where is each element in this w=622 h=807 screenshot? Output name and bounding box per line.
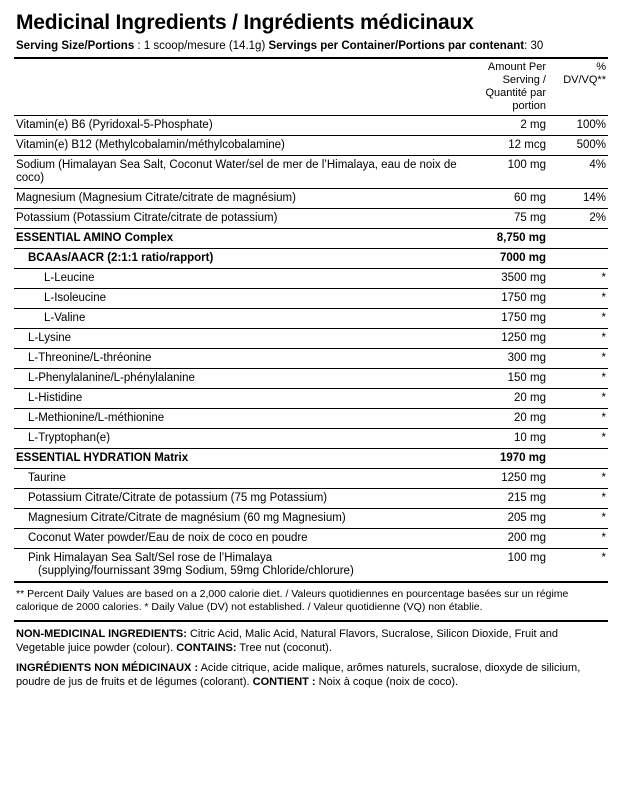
row-dv: * <box>552 549 608 583</box>
row-name: L-Leucine <box>14 269 466 289</box>
table-subsection-row <box>14 249 608 269</box>
row-amount: 205 mg <box>466 509 552 529</box>
table-row <box>14 116 608 136</box>
table-row <box>14 469 608 489</box>
row-amount: 1250 mg <box>466 329 552 349</box>
servings-per-container-label: Servings per Container/Portions par contenant <box>268 40 525 52</box>
row-dv: 4% <box>552 156 608 189</box>
row-name: ESSENTIAL HYDRATION Matrix <box>14 449 466 469</box>
row-dv: * <box>552 269 608 289</box>
row-name: Vitamin(e) B12 (Methylcobalamin/méthylcobalamine) <box>14 136 466 156</box>
serving-size-value: : 1 scoop/mesure (14.1g) <box>134 40 269 52</box>
row-name: Sodium (Himalayan Sea Salt, Coconut Water/sel de mer de l’Himalaya, eau de noix de coco) <box>14 156 466 189</box>
row-name: Potassium (Potassium Citrate/citrate de potassium) <box>14 209 466 229</box>
row-amount: 2 mg <box>466 116 552 136</box>
table-row <box>14 529 608 549</box>
row-name: L-Tryptophan(e) <box>14 429 466 449</box>
row-dv <box>552 449 608 469</box>
row-amount: 200 mg <box>466 529 552 549</box>
row-name: L-Valine <box>14 309 466 329</box>
row-dv: * <box>552 409 608 429</box>
row-name-secondary: (supplying/fournissant 39mg Sodium, 59mg Chloride/chlorure) <box>38 565 354 577</box>
nutrition-table-body <box>14 58 608 582</box>
table-section-row <box>14 449 608 469</box>
row-amount: 1750 mg <box>466 289 552 309</box>
table-row <box>14 309 608 329</box>
row-dv: * <box>552 289 608 309</box>
table-row <box>14 509 608 529</box>
serving-size-label: Serving Size/Portions <box>16 40 135 52</box>
row-dv: * <box>552 329 608 349</box>
row-amount: 10 mg <box>466 429 552 449</box>
row-dv: 100% <box>552 116 608 136</box>
row-name: Magnesium (Magnesium Citrate/citrate de magnésium) <box>14 189 466 209</box>
row-amount: 100 mg <box>466 156 552 189</box>
serving-size-line <box>16 39 608 53</box>
table-row <box>14 369 608 389</box>
row-amount: 75 mg <box>466 209 552 229</box>
row-name: Magnesium Citrate/Citrate de magnésium (60 mg Magnesium) <box>14 509 466 529</box>
nutrition-table <box>14 57 608 583</box>
contains-label-fr: CONTIENT : <box>252 675 316 688</box>
table-row <box>14 489 608 509</box>
row-amount: 12 mcg <box>466 136 552 156</box>
row-name: ESSENTIAL AMINO Complex <box>14 229 466 249</box>
row-dv: * <box>552 369 608 389</box>
table-row <box>14 429 608 449</box>
page-title: Medicinal Ingredients / Ingrédients médicinaux <box>16 11 474 34</box>
row-dv: 500% <box>552 136 608 156</box>
row-amount: 215 mg <box>466 489 552 509</box>
row-dv: 2% <box>552 209 608 229</box>
header-dv: % DV/VQ** <box>552 58 608 116</box>
table-row <box>14 269 608 289</box>
row-name: L-Histidine <box>14 389 466 409</box>
row-name: L-Lysine <box>14 329 466 349</box>
table-section-row <box>14 229 608 249</box>
table-row <box>14 209 608 229</box>
table-row <box>14 329 608 349</box>
non-medicinal-text-fr: Acide citrique, acide malique, arômes naturels, sucralose, dioxyde de silicium, poudre de jus de fruits et de légumes (colorant). <box>16 662 581 688</box>
contains-text-en: Tree nut (coconut). <box>236 641 332 654</box>
row-name: L-Methionine/L-méthionine <box>14 409 466 429</box>
table-row <box>14 189 608 209</box>
row-dv: * <box>552 429 608 449</box>
row-dv: * <box>552 529 608 549</box>
row-dv: * <box>552 349 608 369</box>
row-dv: * <box>552 489 608 509</box>
table-row <box>14 156 608 189</box>
row-name: Potassium Citrate/Citrate de potassium (75 mg Potassium) <box>14 489 466 509</box>
servings-per-container-value: : 30 <box>524 40 544 52</box>
table-row <box>14 136 608 156</box>
row-name-group <box>14 549 466 583</box>
row-name: Taurine <box>14 469 466 489</box>
row-name: Coconut Water powder/Eau de noix de coco en poudre <box>14 529 466 549</box>
header-spacer <box>14 58 466 116</box>
row-amount: 1750 mg <box>466 309 552 329</box>
row-dv: 14% <box>552 189 608 209</box>
row-amount: 20 mg <box>466 389 552 409</box>
non-medicinal-ingredients-en <box>16 628 606 655</box>
row-dv <box>552 229 608 249</box>
row-amount: 7000 mg <box>466 249 552 269</box>
row-amount: 1250 mg <box>466 469 552 489</box>
row-name: L-Phenylalanine/L-phénylalanine <box>14 369 466 389</box>
row-dv: * <box>552 309 608 329</box>
row-name: BCAAs/AACR (2:1:1 ratio/rapport) <box>14 249 466 269</box>
header-amount: Amount Per Serving / Quantité par portion <box>466 58 552 116</box>
table-row <box>14 549 608 583</box>
row-amount: 1970 mg <box>466 449 552 469</box>
daily-value-footnote: ** Percent Daily Values are based on a 2,000 calorie diet. / Valeurs quotidiennes en pourcentage basées sur un régime calorique de 2000 calories. * Daily Value (DV) not established. / Valeur quotidienne (VQ) non établie. <box>14 583 608 622</box>
row-amount: 8,750 mg <box>466 229 552 249</box>
row-amount: 3500 mg <box>466 269 552 289</box>
row-dv: * <box>552 469 608 489</box>
row-dv: * <box>552 389 608 409</box>
row-amount: 150 mg <box>466 369 552 389</box>
non-medicinal-label-en: NON-MEDICINAL INGREDIENTS: <box>16 628 187 640</box>
table-header-row <box>14 58 608 116</box>
table-row <box>14 389 608 409</box>
row-name: L-Threonine/L-thréonine <box>14 349 466 369</box>
row-amount: 100 mg <box>466 549 552 583</box>
row-name: Vitamin(e) B6 (Pyridoxal-5-Phosphate) <box>14 116 466 136</box>
row-name: Pink Himalayan Sea Salt/Sel rose de l’Himalaya <box>28 552 273 564</box>
row-name: L-Isoleucine <box>14 289 466 309</box>
row-dv: * <box>552 509 608 529</box>
table-row <box>14 289 608 309</box>
non-medicinal-ingredients-fr <box>16 662 606 689</box>
row-amount: 20 mg <box>466 409 552 429</box>
row-amount: 300 mg <box>466 349 552 369</box>
ingredients-block <box>14 622 608 689</box>
non-medicinal-label-fr: INGRÉDIENTS NON MÉDICINAUX : <box>16 662 199 674</box>
contains-text-fr: Noix à coque (noix de coco). <box>315 675 459 688</box>
non-medicinal-text-en: Citric Acid, Malic Acid, Natural Flavors, Sucralose, Silicon Dioxide, Fruit and Vegetable juice powder (colour). <box>16 628 558 654</box>
row-amount: 60 mg <box>466 189 552 209</box>
row-dv <box>552 249 608 269</box>
table-row <box>14 409 608 429</box>
table-row <box>14 349 608 369</box>
contains-label-en: CONTAINS: <box>176 641 237 654</box>
